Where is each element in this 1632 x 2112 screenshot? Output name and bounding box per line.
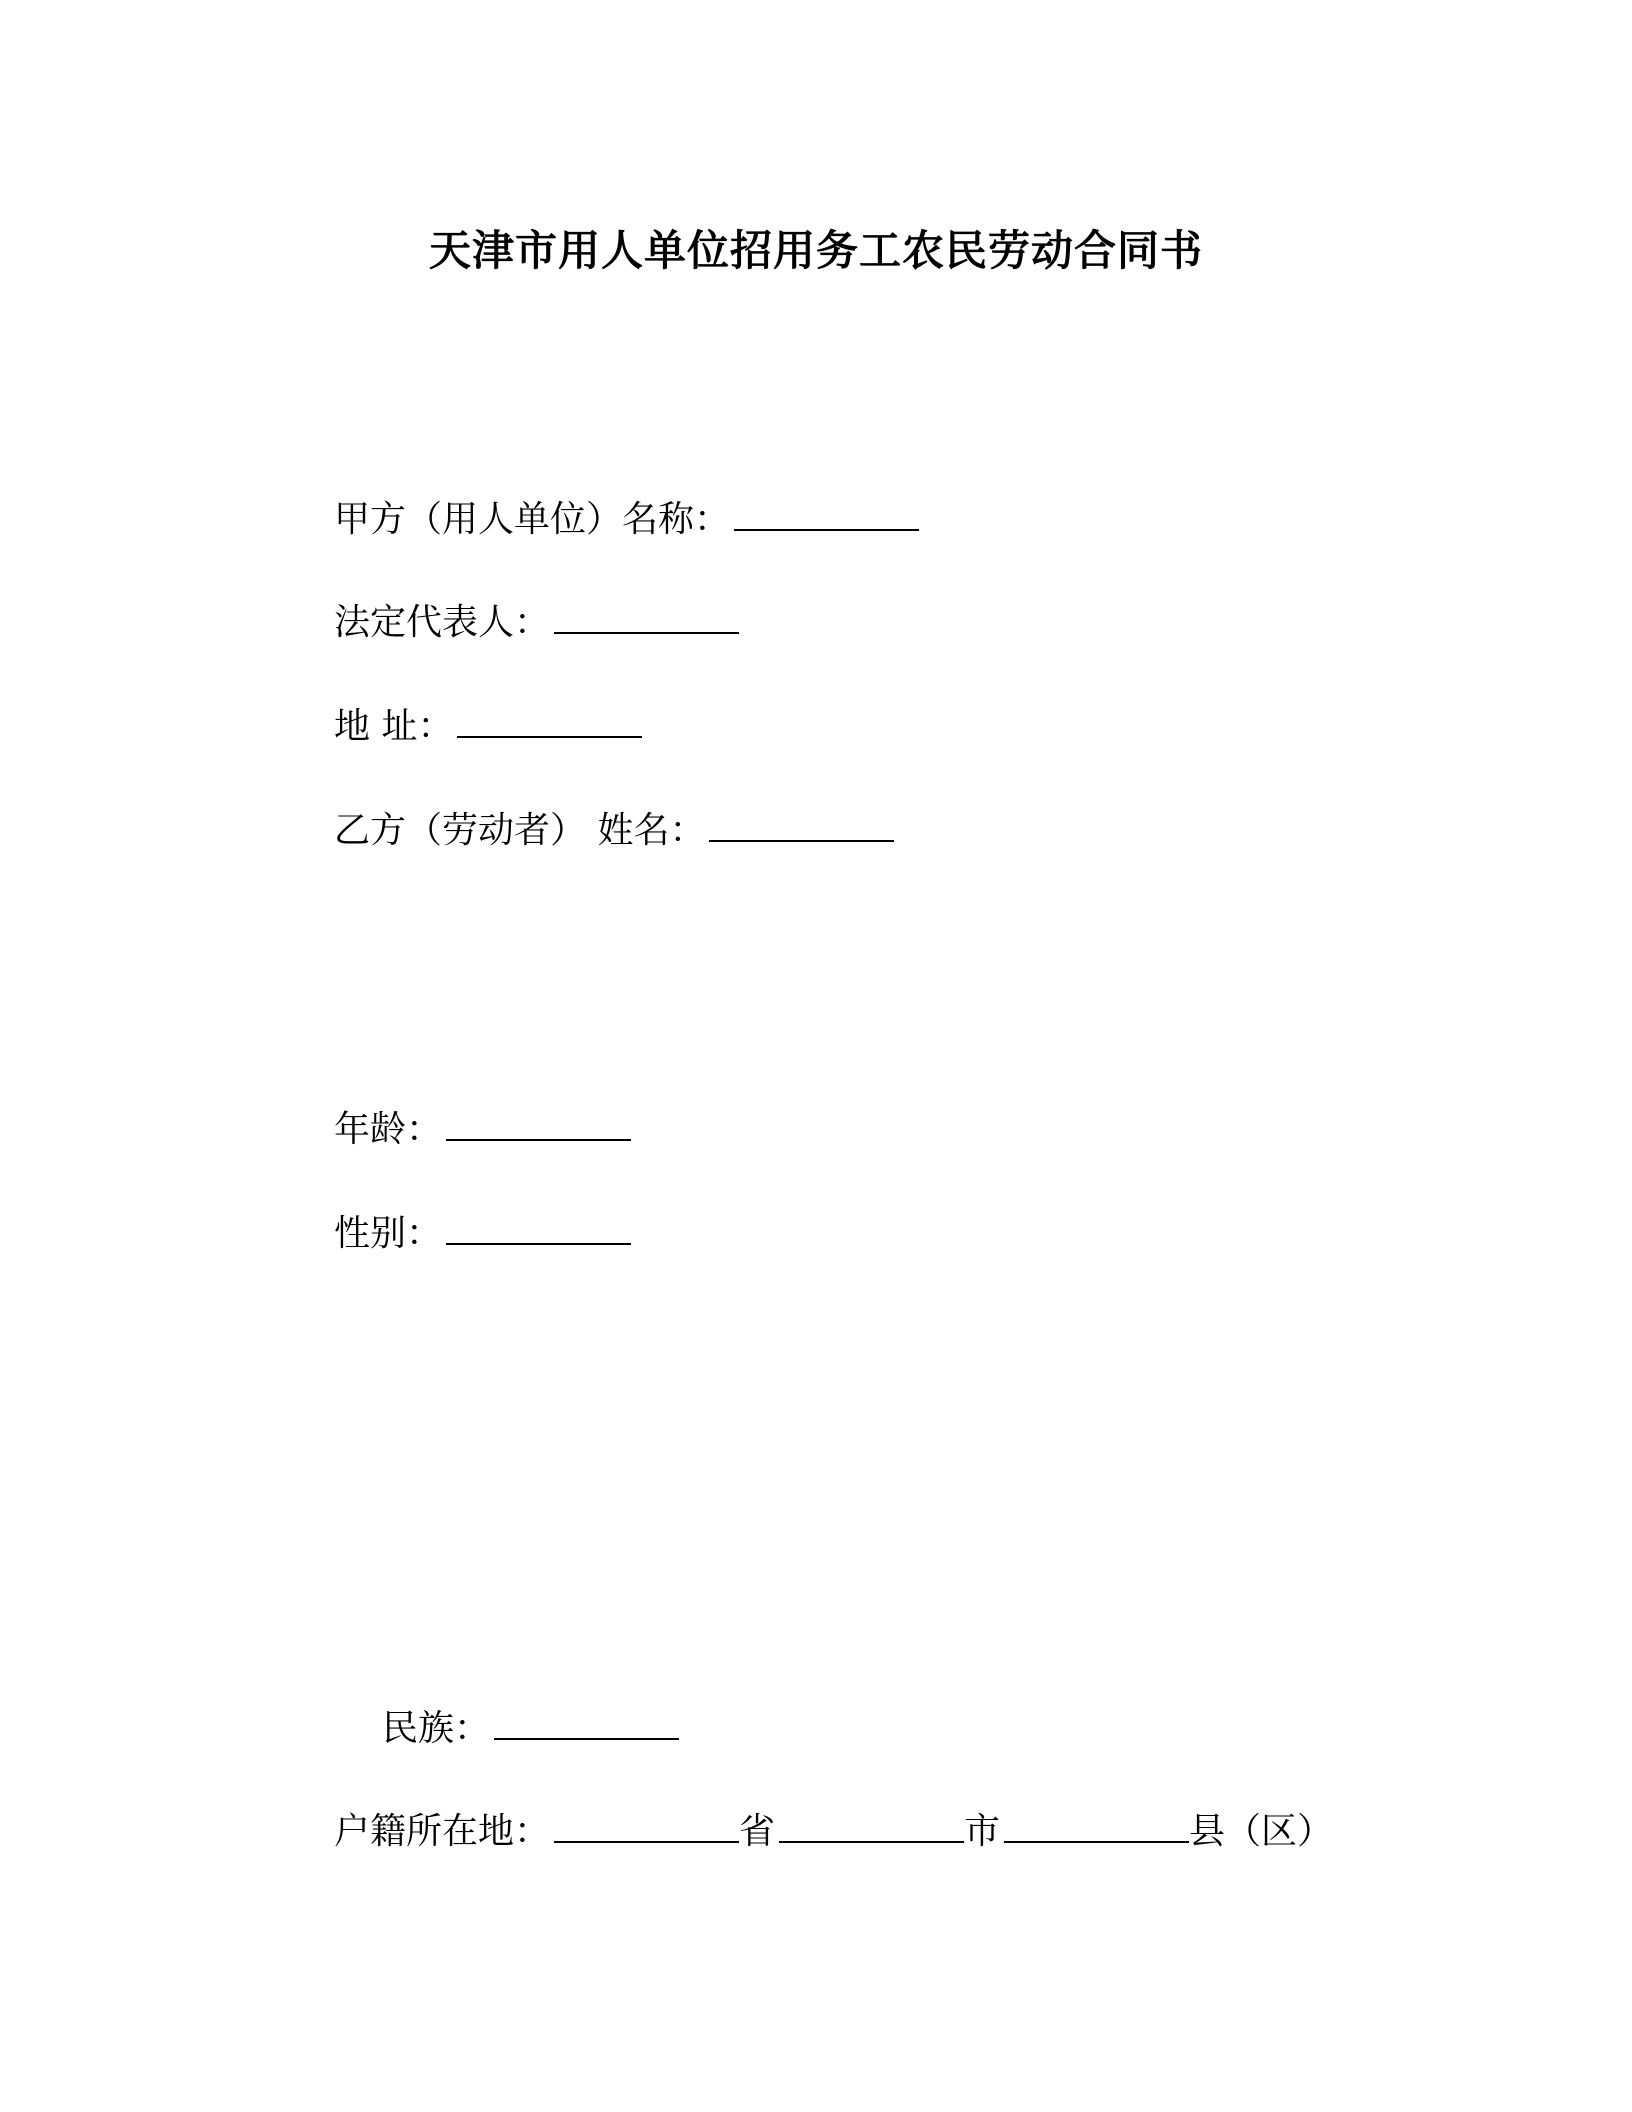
party-b-name-blank[interactable] xyxy=(709,806,894,842)
party-a-name-label: 甲方（用人单位）名称： xyxy=(334,499,731,540)
address-blank[interactable] xyxy=(457,702,642,738)
hukou-county-blank[interactable] xyxy=(1004,1807,1189,1843)
hukou-province-blank[interactable] xyxy=(554,1807,739,1843)
legal-rep-label: 法定代表人： xyxy=(334,602,551,643)
party-a-name-blank[interactable] xyxy=(734,495,919,531)
hukou-city-blank[interactable] xyxy=(779,1807,964,1843)
gender-label: 性别： xyxy=(334,1213,443,1254)
ethnicity-line xyxy=(382,1704,679,1753)
ethnicity-label: 民族： xyxy=(382,1708,491,1749)
hukou-county-label: 县（区） xyxy=(1189,1811,1334,1852)
hukou-line xyxy=(334,1807,1333,1856)
address-label: 地 址： xyxy=(334,706,454,747)
hukou-label: 户籍所在地： xyxy=(334,1811,551,1852)
age-label: 年龄： xyxy=(334,1109,443,1150)
hukou-city-label: 市 xyxy=(964,1811,1001,1852)
legal-rep-blank[interactable] xyxy=(554,598,739,634)
legal-rep-line xyxy=(334,598,739,647)
age-line xyxy=(334,1105,631,1154)
gender-line xyxy=(334,1209,631,1258)
hukou-province-label: 省 xyxy=(739,1811,776,1852)
party-b-name-label: 乙方（劳动者） 姓名： xyxy=(334,810,706,851)
ethnicity-blank[interactable] xyxy=(494,1704,679,1740)
gender-blank[interactable] xyxy=(446,1209,631,1245)
party-a-name-line xyxy=(334,495,919,544)
age-blank[interactable] xyxy=(446,1105,631,1141)
document-title: 天津市用人单位招用务工农民劳动合同书 xyxy=(428,226,1203,275)
address-line xyxy=(334,702,642,751)
party-b-name-line xyxy=(334,806,894,855)
